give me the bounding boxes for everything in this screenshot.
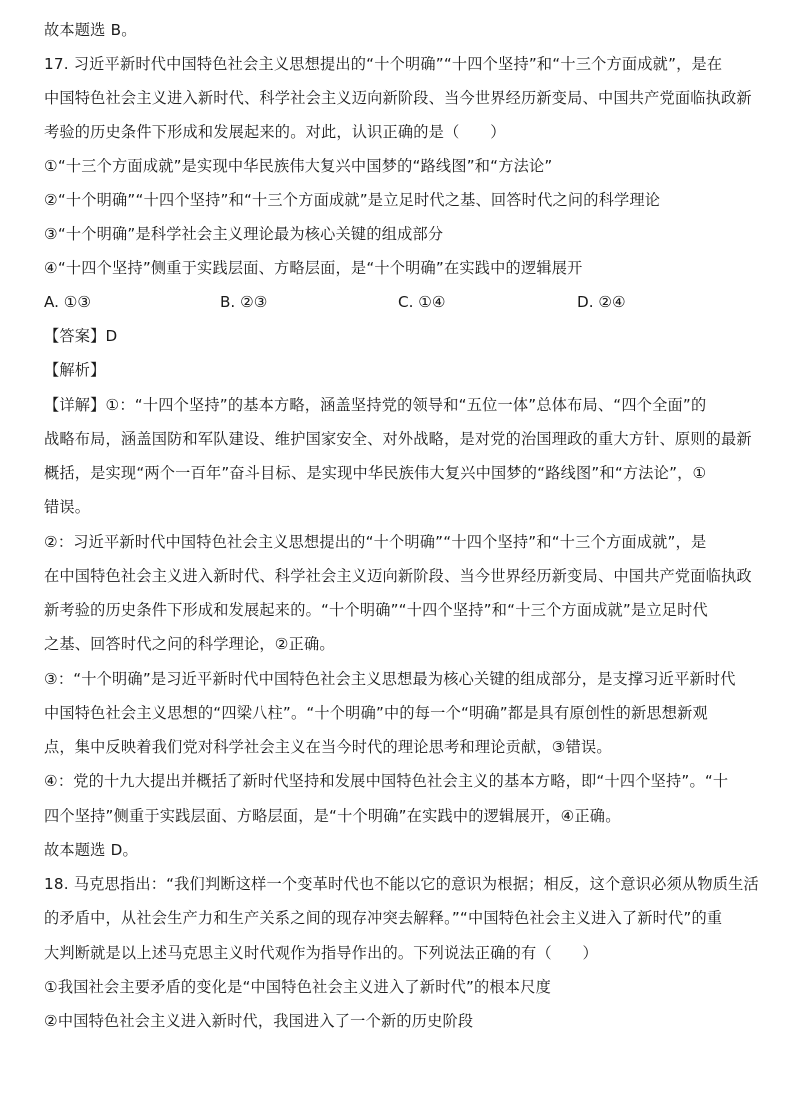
option-a: A. ①③ (44, 293, 92, 311)
text-line: 故本题选 B。 (44, 21, 137, 39)
text-line: ④：党的十九大提出并概括了新时代坚持和发展中国特色社会主义的基本方略，即“十四个坚持”。“十 (44, 772, 729, 790)
text-line: ②：习近平新时代中国特色社会主义思想提出的“十个明确”“十四个坚持”和“十三个方面成就”，是 (44, 533, 707, 551)
text-line: 【详解】①：“十四个坚持”的基本方略，涵盖坚持党的领导和“五位一体”总体布局、“四个全面”的 (44, 396, 707, 414)
statement-1: ①我国社会主要矛盾的变化是“中国特色社会主义进入了新时代”的根本尺度 (44, 978, 551, 996)
answer-options (44, 291, 760, 313)
text-line: 新考验的历史条件下形成和发展起来的。“十个明确”“十四个坚持”和“十三个方面成就”是立足时代 (44, 601, 708, 619)
option-c: C. ①④ (398, 293, 446, 311)
text-line: 大判断就是以上述马克思主义时代观作为指导作出的。下列说法正确的有（ ） (44, 944, 598, 962)
answer-label: 【答案】D (44, 327, 118, 345)
option-b: B. ②③ (220, 293, 268, 311)
text-line: ③：“十个明确”是习近平新时代中国特色社会主义思想最为核心关键的组成部分，是支撑习近平新时代 (44, 670, 736, 688)
statement-2: ②“十个明确”“十四个坚持”和“十三个方面成就”是立足时代之基、回答时代之问的科学理论 (44, 191, 661, 209)
statement-1: ①“十三个方面成就”是实现中华民族伟大复兴中国梦的“路线图”和“方法论” (44, 157, 553, 175)
question-18-stem: 18. 马克思指出：“我们判断这样一个变革时代也不能以它的意识为根据；相反，这个意识必须从物质生活 (44, 875, 759, 893)
text-line: 之基、回答时代之问的科学理论，②正确。 (44, 635, 335, 653)
text-line: 故本题选 D。 (44, 841, 138, 859)
option-d: D. ②④ (577, 293, 626, 311)
statement-4: ④“十四个坚持”侧重于实践层面、方略层面，是“十个明确”在实践中的逻辑展开 (44, 259, 583, 277)
statement-2: ②中国特色社会主义进入新时代，我国进入了一个新的历史阶段 (44, 1012, 474, 1030)
text-line: 中国特色社会主义进入新时代、科学社会主义迈向新阶段、当今世界经历新变局、中国共产党面临执政新 (44, 89, 752, 107)
text-line: 四个坚持”侧重于实践层面、方略层面，是“十个明确”在实践中的逻辑展开，④正确。 (44, 807, 621, 825)
text-line: 战略布局，涵盖国防和军队建设、维护国家安全、对外战略，是对党的治国理政的重大方针、原则的最新 (44, 430, 752, 448)
text-line: 在中国特色社会主义进入新时代、科学社会主义迈向新阶段、当今世界经历新变局、中国共产党面临执政 (44, 567, 752, 585)
text-line: 错误。 (44, 498, 91, 516)
text-line: 概括，是实现“两个一百年”奋斗目标、是实现中华民族伟大复兴中国梦的“路线图”和“方法论”，① (44, 464, 707, 482)
statement-3: ③“十个明确”是科学社会主义理论最为核心关键的组成部分 (44, 225, 444, 243)
text-line: 点，集中反映着我们党对科学社会主义在当今时代的理论思考和理论贡献，③错误。 (44, 738, 612, 756)
text-line: 中国特色社会主义思想的“四梁八柱”。“十个明确”中的每一个“明确”都是具有原创性的新思想新观 (44, 704, 708, 722)
question-17-stem: 17. 习近平新时代中国特色社会主义思想提出的“十个明确”“十四个坚持”和“十三个方面成就”，是在 (44, 55, 723, 73)
text-line: 考验的历史条件下形成和发展起来的。对此，认识正确的是（ ） (44, 123, 506, 141)
analysis-label: 【解析】 (44, 361, 106, 379)
text-line: 的矛盾中，从社会生产力和生产关系之间的现存冲突去解释。”“中国特色社会主义进入了新时代”的重 (44, 909, 723, 927)
